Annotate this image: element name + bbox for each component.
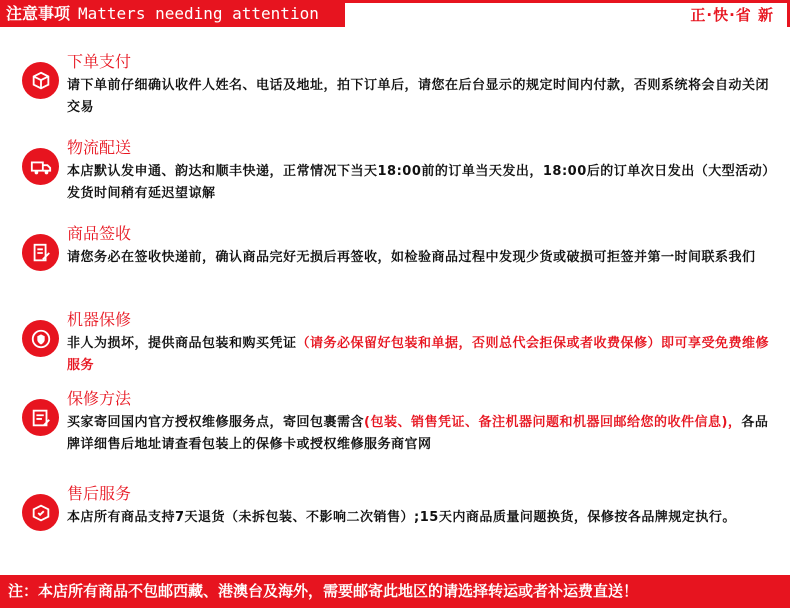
section-body-highlight: (包装、销售凭证、备注机器问题和机器回邮给您的收件信息)， — [364, 415, 742, 430]
section-title: 机器保修 — [67, 310, 132, 329]
warranty-shield-icon — [22, 320, 59, 357]
page-title — [0, 0, 331, 27]
section-body-text: 非人为损坏，提供商品包装和购买凭证 — [67, 336, 297, 351]
section-body — [67, 333, 777, 377]
section-title: 物流配送 — [67, 138, 132, 157]
after-sales-box-icon — [22, 494, 59, 531]
section-body — [67, 412, 777, 456]
section-body-text: 买家寄回国内官方授权维修服务点，寄回包裹需含 — [67, 415, 365, 430]
section-body: 本店所有商品支持7天退货（未拆包装、不影响二次销售）;15天内商品质量问题换货，保修按各品牌规定执行。 — [67, 510, 736, 525]
title-cn: 注意事项 — [6, 4, 71, 23]
section-body: 请您务必在签收快递前，确认商品完好无损后再签收，如检验商品过程中发现少货或破损可拒签并第一时间联系我们 — [67, 250, 756, 265]
box-icon — [22, 62, 59, 99]
delivery-truck-icon — [22, 148, 59, 185]
section-title: 保修方法 — [67, 389, 132, 408]
section-body-highlight: （请务必保留好包装和单据，否则总代会拒保或者收费保修）即可享受免费维修服务 — [67, 336, 770, 373]
repair-form-icon — [22, 399, 59, 436]
section-body-after: 各品牌详细售后地址请查看包装上的保修卡或授权维修服务商官网 — [67, 415, 769, 452]
footer-notice: 注：本店所有商品不包邮西藏、港澳台及海外，需要邮寄此地区的请选择转运或者补运费直送！ — [0, 575, 790, 608]
section-body: 请下单前仔细确认收件人姓名、电话及地址，拍下订单后，请您在后台显示的规定时间内付款，否则系统将会自动关闭交易 — [67, 78, 770, 115]
sign-document-icon — [22, 234, 59, 271]
title-en: Matters needing attention — [78, 4, 319, 23]
section-body: 本店默认发申通、韵达和顺丰快递，正常情况下当天18:00前的订单当天发出，18:00后的订单次日发出（大型活动）发货时间稍有延迟望谅解 — [67, 164, 776, 201]
section-title: 商品签收 — [67, 224, 132, 243]
section-title: 售后服务 — [67, 484, 132, 503]
section-title: 下单支付 — [67, 52, 132, 71]
brand-slogan: 正·快·省 新 — [690, 6, 774, 24]
